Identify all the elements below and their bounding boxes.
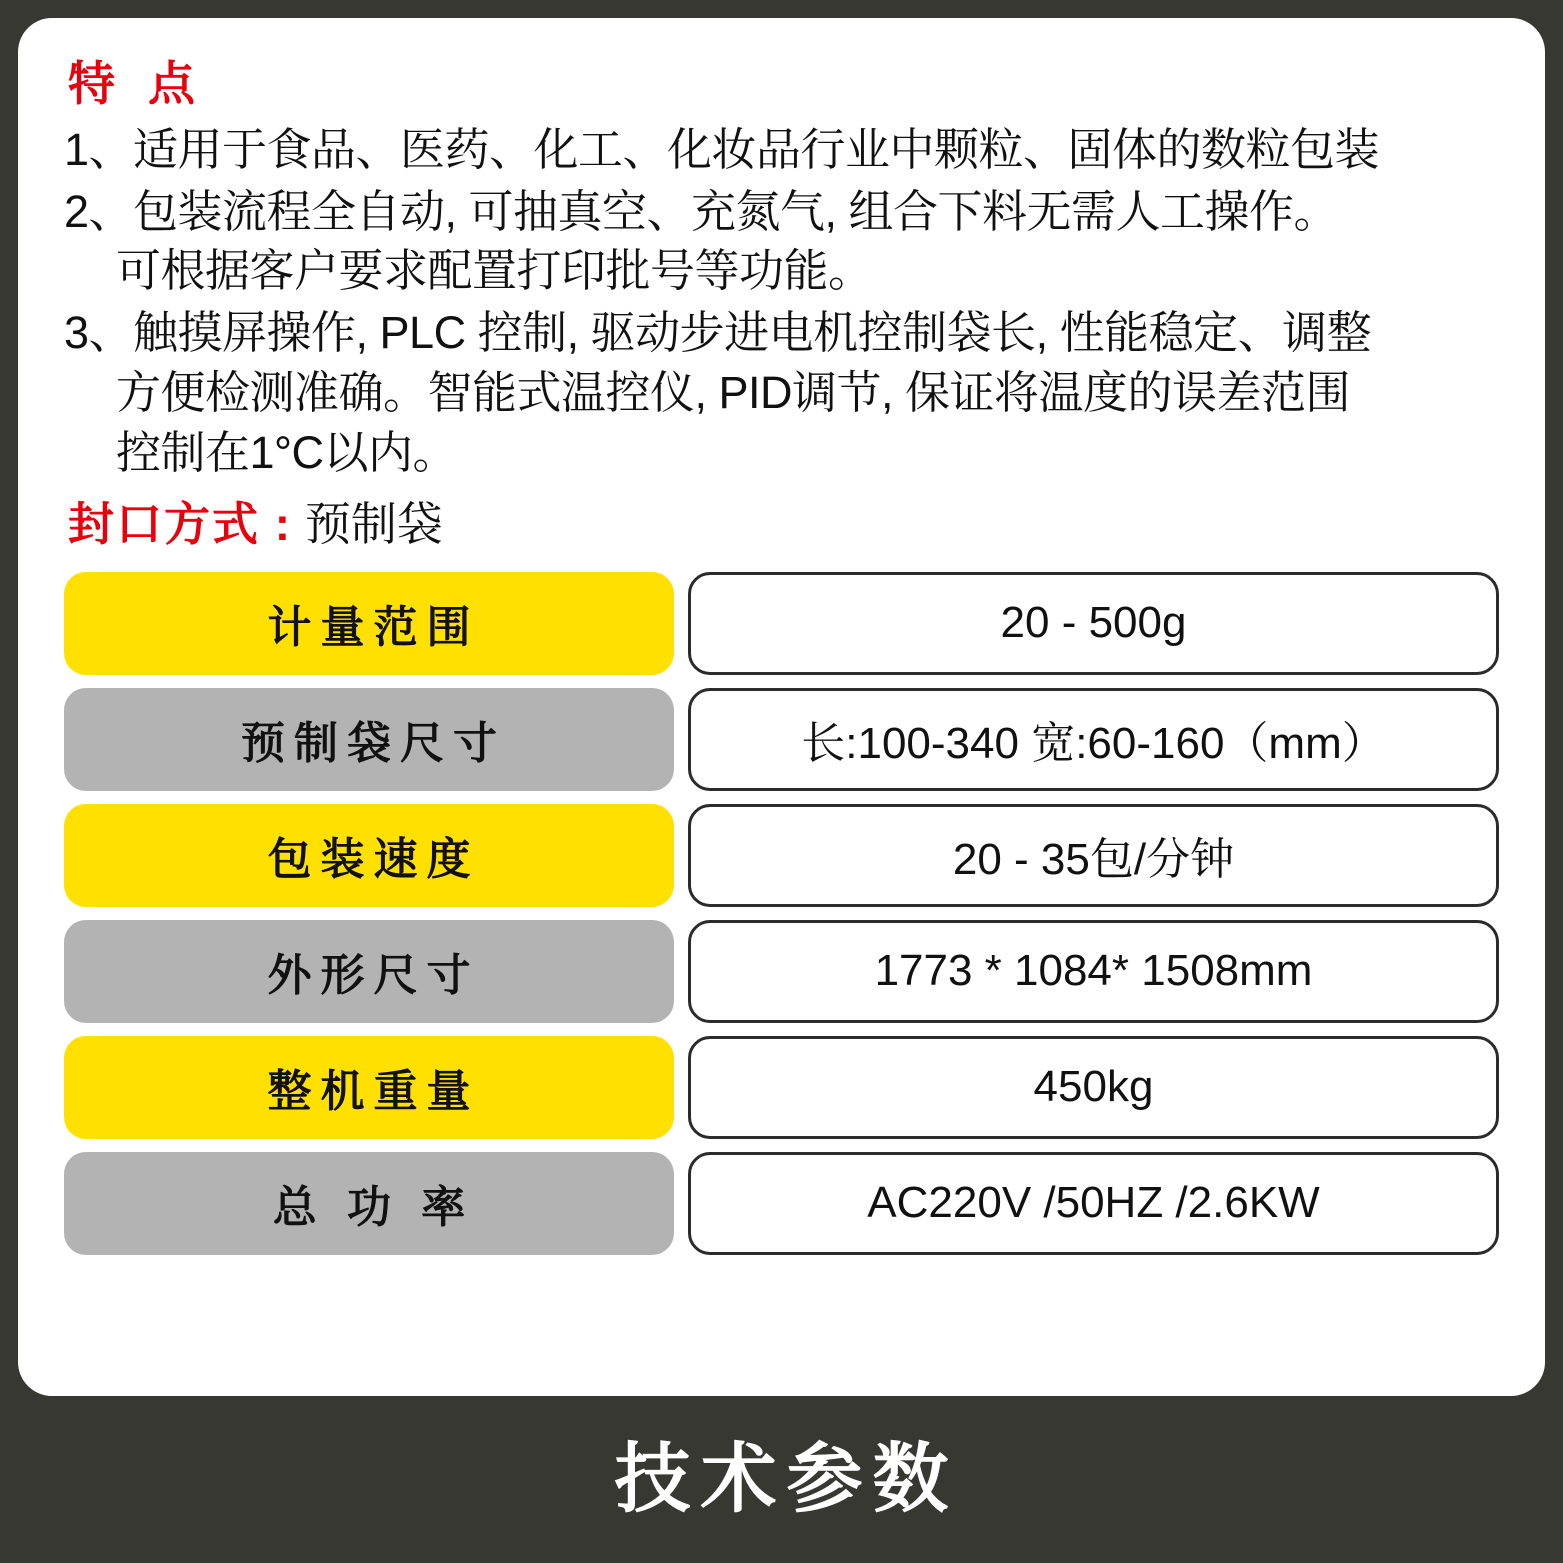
table-row: [64, 1036, 1499, 1139]
spec-key: 整机重量: [64, 1036, 674, 1139]
table-row: [64, 920, 1499, 1023]
list-item: [64, 303, 1499, 483]
seal-method-label: 封口方式 :: [68, 497, 293, 550]
table-row: [64, 804, 1499, 907]
seal-method: [68, 497, 1499, 552]
features-heading: 特 点: [68, 57, 206, 110]
spec-key: 总 功 率: [64, 1152, 674, 1255]
feature-line-2: 可根据客户要求配置打印批号等功能。: [116, 245, 873, 297]
spec-key: 外形尺寸: [64, 920, 674, 1023]
table-row: [64, 688, 1499, 791]
page-title: 技术参数: [614, 1436, 959, 1522]
footer-band: [18, 1396, 1545, 1563]
features-list: [64, 120, 1499, 485]
spec-value: 长:100-340 宽:60-160（mm）: [688, 688, 1499, 791]
spec-key: 包装速度: [64, 804, 674, 907]
feature-line-1: 2、包装流程全自动, 可抽真空、充氮气, 组合下料无需人工操作。: [64, 185, 1339, 237]
feature-line-2: 方便检测准确。智能式温控仪, PID调节, 保证将温度的误差范围: [116, 367, 1351, 419]
list-item: [64, 120, 1499, 180]
spec-value: 450kg: [688, 1036, 1499, 1139]
spec-value: 20 - 35包/分钟: [688, 804, 1499, 907]
spec-key: 计量范围: [64, 572, 674, 675]
spec-key: 预制袋尺寸: [64, 688, 674, 791]
list-item: [64, 182, 1499, 302]
seal-method-value: 预制袋: [304, 497, 443, 550]
spec-value: 1773 * 1084* 1508mm: [688, 920, 1499, 1023]
spec-table: [64, 572, 1499, 1255]
feature-line-3: 控制在1°C以内。: [116, 426, 458, 478]
spec-card: [18, 18, 1545, 1396]
spec-value: AC220V /50HZ /2.6KW: [688, 1152, 1499, 1255]
feature-line-1: 1、适用于食品、医药、化工、化妆品行业中颗粒、固体的数粒包装: [64, 123, 1380, 175]
table-row: [64, 572, 1499, 675]
table-row: [64, 1152, 1499, 1255]
feature-line-1: 3、触摸屏操作, PLC 控制, 驱动步进电机控制袋长, 性能稳定、调整: [64, 307, 1372, 359]
spec-value: 20 - 500g: [688, 572, 1499, 675]
